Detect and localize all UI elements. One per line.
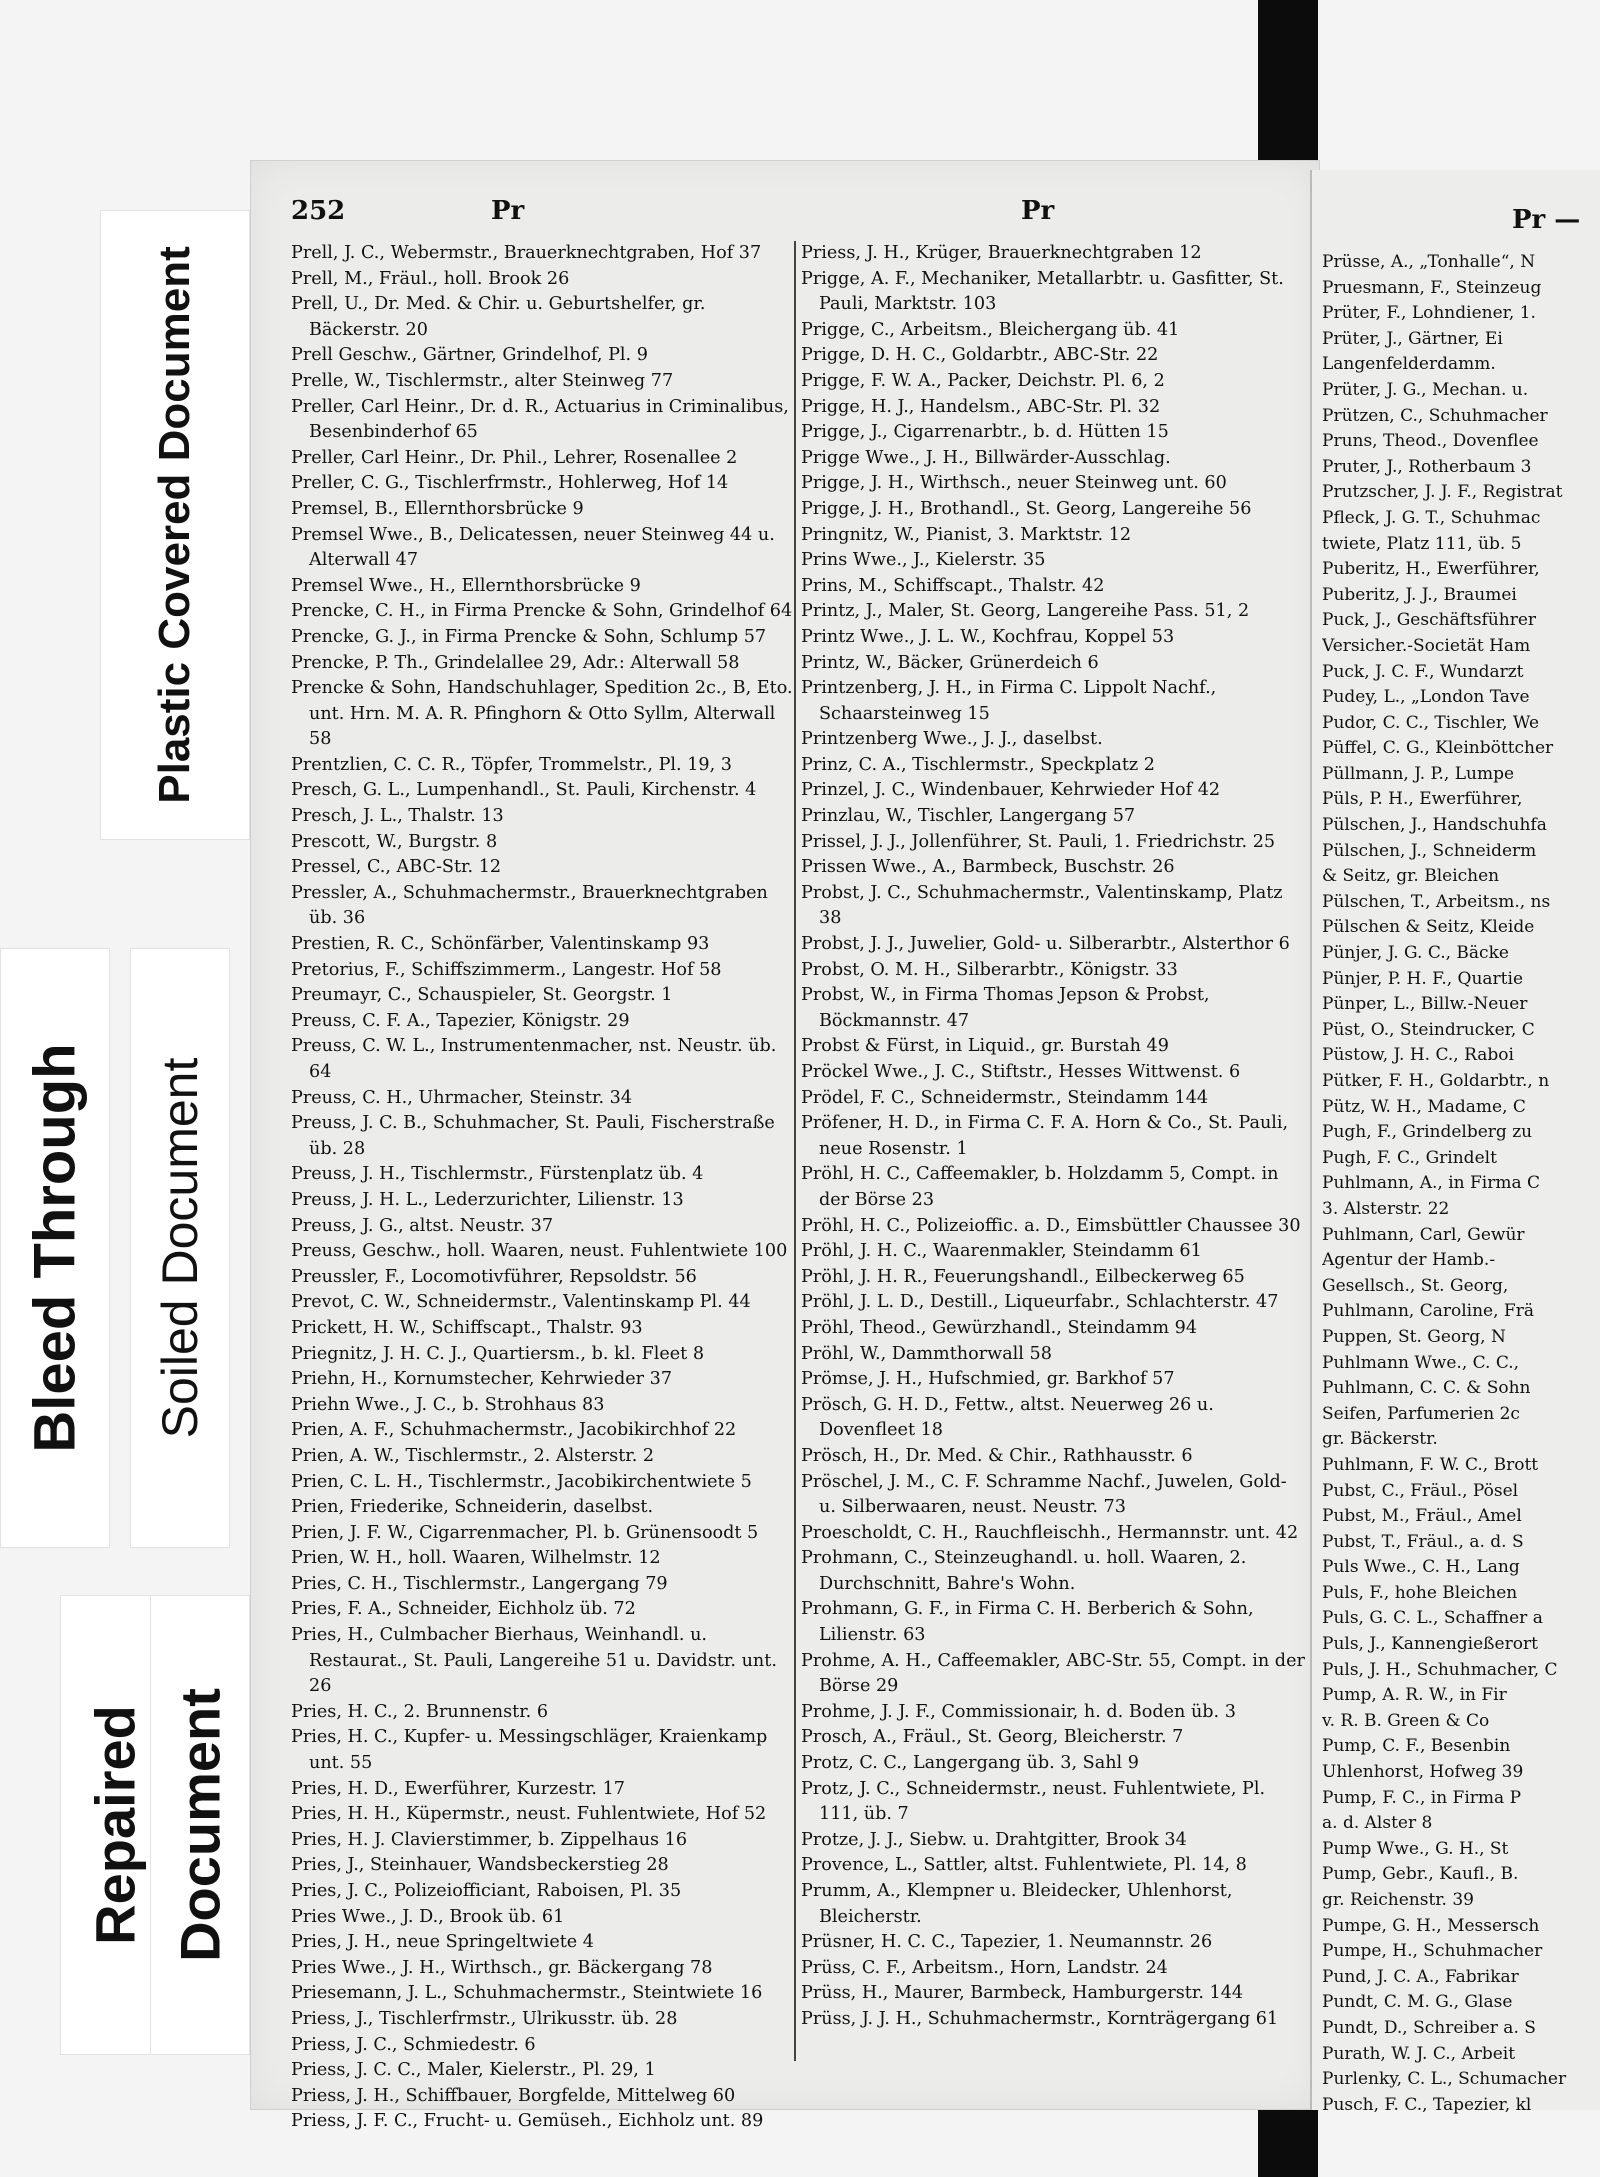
directory-entry: Pries, J. C., Polizeiofficiant, Raboisen, Pl. 35 — [291, 1881, 682, 1901]
directory-entry: Pusch, F. C., Tapezier, kl — [1322, 2094, 1532, 2115]
directory-entry: Presch, J. L., Thalstr. 13 — [291, 806, 504, 827]
directory-entry: Prestien, R. C., Schönfärber, Valentinskamp 93 — [291, 934, 710, 955]
directory-entry: Prohme, J. J. F., Commissionair, h. d. Boden üb. 3 — [801, 1701, 1236, 1722]
directory-entry: Preller, Carl Heinr., Dr. d. R., Actuarius in Criminalibus, Besenbinderhof 65 — [291, 396, 789, 443]
directory-entry: Pressler, A., Schuhmachermstr., Brauerknechtgraben üb. 36 — [291, 882, 768, 929]
directory-entry: Pumpe, H., Schuhmacher — [1322, 1941, 1543, 1962]
directory-entry: Prohmann, C., Steinzeughandl. u. holl. Waaren, 2. Durchschnitt, Bahre's Wohn. — [801, 1548, 1247, 1594]
directory-entry: Priess, J. H., Krüger, Brauerknechtgraben 12 — [801, 243, 1202, 263]
directory-entry: Prigge, C., Arbeitsm., Bleichergang üb. 41 — [801, 319, 1180, 340]
directory-entry: Puhlmann, C. C. & Sohn — [1322, 1378, 1531, 1399]
directory-entry: Preuss, Geschw., holl. Waaren, neust. Fuhlentwiete 100 — [291, 1241, 788, 1262]
label-card-bleed — [0, 948, 110, 1548]
directory-entry: Pump, A. R. W., in Fir — [1322, 1685, 1507, 1706]
directory-entry: Prins Wwe., J., Kielerstr. 35 — [801, 550, 1046, 571]
directory-entry: Prigge Wwe., J. H., Billwärder-Ausschlag. — [801, 447, 1171, 468]
directory-entry: Prell, J. C., Webermstr., Brauerknechtgraben, Hof 37 — [291, 243, 762, 263]
directory-entry: Prigge, H. J., Handelsm., ABC-Str. Pl. 32 — [801, 396, 1161, 417]
directory-entry: gr. Bäckerstr. — [1322, 1429, 1438, 1450]
directory-entry: Prüss, J. J. H., Schuhmachermstr., Kornträgergang 61 — [801, 2008, 1279, 2029]
directory-entry: Prien, Friederike, Schneiderin, daselbst. — [291, 1497, 654, 1518]
directory-entry: Printz, W., Bäcker, Grünerdeich 6 — [801, 652, 1099, 673]
directory-entry: gr. Reichenstr. 39 — [1322, 1890, 1474, 1910]
directory-entry: Puls, J., Kannengießerort — [1322, 1634, 1538, 1655]
directory-entry: Pries Wwe., J. H., Wirthsch., gr. Bäckergang 78 — [291, 1957, 713, 1978]
directory-entry: Pries Wwe., J. D., Brook üb. 61 — [291, 1906, 565, 1927]
directory-entry: Prutzscher, J. J. F., Registrat — [1322, 482, 1563, 503]
directory-entry: Prömse, J. H., Hufschmied, gr. Barkhof 57 — [801, 1369, 1175, 1390]
directory-entry: Printzenberg, J. H., in Firma C. Lippolt Nachf., Schaarsteinweg 15 — [801, 678, 1217, 724]
directory-entry: Pries, F. A., Schneider, Eichholz üb. 72 — [291, 1599, 636, 1620]
directory-entry: Prüter, J., Gärtner, Ei — [1322, 328, 1503, 349]
directory-entry: Pröckel Wwe., J. C., Stiftstr., Hesses Wittwenst. 6 — [801, 1062, 1241, 1082]
directory-entry: Preuss, J. C. B., Schuhmacher, St. Pauli, Fischerstraße üb. 28 — [291, 1113, 775, 1159]
directory-entry: Prohmann, G. F., in Firma C. H. Berberich & Sohn, Lilienstr. 63 — [801, 1599, 1254, 1646]
directory-entry: Premsel Wwe., B., Delicatessen, neuer Steinweg 44 u. Alterwall 47 — [291, 524, 775, 571]
column-divider — [794, 241, 796, 2061]
directory-entry: Langenfelderdamm. — [1322, 354, 1496, 375]
directory-entry: Prüsse, A., „Tonhalle“, N — [1322, 252, 1536, 272]
directory-entry: Pump Wwe., G. H., St — [1322, 1838, 1509, 1859]
directory-entry: Pülschen, T., Arbeitsm., ns — [1322, 891, 1551, 912]
directory-entry: Pries, H. C., 2. Brunnenstr. 6 — [291, 1701, 549, 1722]
directory-entry: Puck, J., Geschäftsführer — [1322, 610, 1537, 631]
directory-column-partial — [1322, 250, 1600, 2118]
label-soiled-document: Soiled Document — [152, 1057, 208, 1439]
directory-entry: Prien, A. W., Tischlermstr., 2. Alsterstr. 2 — [291, 1445, 655, 1466]
directory-entry: Pünjer, J. G. C., Bäcke — [1322, 943, 1509, 964]
directory-entry: Presch, G. L., Lumpenhandl., St. Pauli, Kirchenstr. 4 — [291, 780, 757, 801]
directory-entry: Priehn Wwe., J. C., b. Strohhaus 83 — [291, 1394, 605, 1415]
directory-entry: Priegnitz, J. H. C. J., Quartiersm., b. kl. Fleet 8 — [291, 1343, 705, 1364]
directory-entry: Puls, F., hohe Bleichen — [1322, 1582, 1518, 1603]
directory-entry: Prinzel, J. C., Windenbauer, Kehrwieder Hof 42 — [801, 780, 1221, 801]
directory-page — [250, 160, 1320, 2132]
directory-entry: Pröhl, J. L. D., Destill., Liqueurfabr., Schlachterstr. 47 — [801, 1292, 1279, 1313]
directory-entry: Prumm, A., Klempner u. Bleidecker, Uhlenhorst, Bleicherstr. — [801, 1881, 1233, 1927]
directory-entry: Pugh, F., Grindelberg zu — [1322, 1122, 1533, 1143]
directory-entry: & Seitz, gr. Bleichen — [1322, 866, 1500, 887]
directory-entry: Pröhl, Theod., Gewürzhandl., Steindamm 94 — [801, 1317, 1198, 1338]
directory-entry: Prüss, C. F., Arbeitsm., Horn, Landstr. 24 — [801, 1957, 1168, 1978]
directory-entry: Pries, H. H., Küpermstr., neust. Fuhlentwiete, Hof 52 — [291, 1804, 767, 1825]
directory-entry: Puppen, St. Georg, N — [1322, 1326, 1506, 1347]
directory-entry: Pruesmann, F., Steinzeug — [1322, 277, 1542, 298]
directory-entry: Pundt, C. M. G., Glase — [1322, 1992, 1513, 2013]
label-card-plastic — [100, 210, 250, 840]
directory-entry: Prien, A. F., Schuhmachermstr., Jacobikirchhof 22 — [291, 1420, 737, 1441]
directory-entry: Pülschen, J., Handschuhfa — [1322, 815, 1547, 836]
label-card-soiled — [130, 948, 230, 1548]
directory-entry: Püllmann, J. P., Lumpe — [1322, 763, 1515, 784]
directory-entry: Pütz, W. H., Madame, C — [1322, 1096, 1526, 1117]
directory-entry: a. d. Alster 8 — [1322, 1813, 1433, 1834]
directory-entry: Pubst, M., Fräul., Amel — [1322, 1506, 1522, 1527]
facing-page-header: Pr — — [1512, 205, 1581, 235]
directory-entry: Pütker, F. H., Goldarbtr., n — [1322, 1071, 1550, 1091]
directory-entry: Prigge, J. H., Brothandl., St. Georg, Langereihe 56 — [801, 498, 1252, 519]
label-card-repaired-document — [150, 1595, 250, 2055]
directory-entry: Prelle, W., Tischlermstr., alter Steinweg 77 — [291, 370, 674, 391]
directory-entry: Prösch, H., Dr. Med. & Chir., Rathhausstr. 6 — [801, 1445, 1193, 1466]
directory-entry: Puck, J. C. F., Wundarzt — [1322, 661, 1524, 682]
directory-entry: Preller, Carl Heinr., Dr. Phil., Lehrer, Rosenallee 2 — [291, 447, 738, 468]
directory-entry: Pudey, L., „London Tave — [1322, 687, 1530, 708]
directory-entry: Premsel, B., Ellernthorsbrücke 9 — [291, 498, 584, 519]
directory-entry: Prüter, F., Lohndiener, 1. — [1322, 303, 1536, 324]
directory-entry: Prüss, H., Maurer, Barmbeck, Hamburgerstr. 144 — [801, 1983, 1244, 2004]
directory-entry: Prigge, F. W. A., Packer, Deichstr. Pl. 6, 2 — [801, 370, 1165, 391]
directory-entry: Pröfener, H. D., in Firma C. F. A. Horn & Co., St. Pauli, neue Rosenstr. 1 — [801, 1113, 1289, 1159]
label-repaired: Repaired — [83, 1705, 147, 1945]
directory-entry: Pressel, C., ABC-Str. 12 — [291, 857, 502, 878]
directory-entry: Preuss, C. W. L., Instrumentenmacher, nst. Neustr. üb. 64 — [291, 1036, 777, 1082]
directory-entry: Püffel, C. G., Kleinböttcher — [1322, 738, 1554, 759]
directory-entry: Prien, W. H., holl. Waaren, Wilhelmstr. 12 — [291, 1548, 661, 1569]
directory-entry: Priess, J. C., Schmiedestr. 6 — [291, 2034, 536, 2055]
directory-entry: Probst, W., in Firma Thomas Jepson & Probst, Böckmannstr. 47 — [801, 985, 1210, 1031]
directory-entry: Prencke, C. H., in Firma Prencke & Sohn, Grindelhof 64 — [291, 601, 793, 622]
directory-entry: Prützen, C., Schuhmacher — [1322, 405, 1548, 426]
directory-entry: Priehn, H., Kornumstecher, Kehrwieder 37 — [291, 1369, 673, 1390]
directory-entry: Puberitz, H., Ewerführer, — [1322, 559, 1540, 580]
directory-entry: Püst, O., Steindrucker, C — [1322, 1019, 1535, 1040]
directory-entry: Probst, J. J., Juwelier, Gold- u. Silberarbtr., Alsterthor 6 — [801, 934, 1290, 955]
directory-entry: Püls, P. H., Ewerführer, — [1322, 789, 1523, 810]
directory-entry: Pries, H., Culmbacher Bierhaus, Weinhandl. u. Restaurat., St. Pauli, Langereihe 51 u. Davidstr. unt. 26 — [291, 1625, 777, 1697]
directory-entry: Priesemann, J. L., Schuhmachermstr., Steintwiete 16 — [291, 1983, 763, 2004]
directory-entry: Probst & Fürst, in Liquid., gr. Burstah 49 — [801, 1036, 1169, 1057]
directory-entry: Priess, J. F. C., Frucht- u. Gemüseh., Eichholz unt. 89 — [291, 2111, 764, 2132]
directory-entry: Gesellsch., St. Georg, — [1322, 1275, 1509, 1296]
directory-entry: Prüter, J. G., Mechan. u. — [1322, 379, 1529, 400]
directory-entry: Probst, J. C., Schuhmachermstr., Valentinskamp, Platz 38 — [801, 882, 1283, 929]
directory-entry: Seifen, Parfumerien 2c — [1322, 1403, 1520, 1424]
directory-entry: Purlenky, C. L., Schumacher — [1322, 2069, 1567, 2090]
directory-entry: Prigge, J. H., Wirthsch., neuer Steinweg unt. 60 — [801, 473, 1227, 494]
directory-entry: Prinzlau, W., Tischler, Langergang 57 — [801, 806, 1136, 827]
directory-entry: Purath, W. J. C., Arbeit — [1322, 2043, 1516, 2064]
directory-entry: Pugh, F. C., Grindelt — [1322, 1147, 1497, 1168]
directory-entry: Pries, J. H., neue Springeltwiete 4 — [291, 1932, 594, 1953]
directory-entry: Protz, C. C., Langergang üb. 3, Sahl 9 — [801, 1753, 1139, 1774]
directory-entry: Prencke, G. J., in Firma Prencke & Sohn, Schlump 57 — [291, 626, 767, 647]
directory-entry: Pump, C. F., Besenbin — [1322, 1736, 1511, 1757]
label-bleed-through: Bleed Through — [22, 1043, 88, 1453]
directory-entry: Prüsner, H. C. C., Tapezier, 1. Neumannstr. 26 — [801, 1932, 1213, 1953]
directory-entry: Pudor, C. C., Tischler, We — [1322, 712, 1540, 733]
directory-entry: Preller, C. G., Tischlerfrmstr., Hohlerweg, Hof 14 — [291, 473, 729, 494]
directory-entry: Preuss, J. G., altst. Neustr. 37 — [291, 1215, 554, 1236]
directory-entry: Pubst, T., Fräul., a. d. S — [1322, 1531, 1524, 1552]
directory-entry: Premsel Wwe., H., Ellernthorsbrücke 9 — [291, 575, 641, 596]
directory-entry: Prell, U., Dr. Med. & Chir. u. Geburtshelfer, gr. Bäckerstr. 20 — [291, 294, 706, 340]
directory-entry: Pump, Gebr., Kaufl., B. — [1322, 1864, 1519, 1885]
directory-entry: Priess, J. C. C., Maler, Kielerstr., Pl. 29, 1 — [291, 2060, 656, 2081]
page-header-center: Pr — [1021, 196, 1055, 226]
directory-entry: Priess, J. H., Schiffbauer, Borgfelde, Mittelweg 60 — [291, 2085, 736, 2106]
directory-entry: Prigge, A. F., Mechaniker, Metallarbtr. u. Gasfitter, St. Pauli, Marktstr. 103 — [801, 268, 1284, 315]
directory-entry: Prösch, G. H. D., Fettw., altst. Neuerweg 26 u. Dovenfleet 18 — [801, 1394, 1214, 1441]
directory-entry: Probst, O. M. H., Silberarbtr., Königstr. 33 — [801, 959, 1178, 980]
directory-entry: Prins, M., Schiffscapt., Thalstr. 42 — [801, 575, 1105, 596]
directory-entry: Prevot, C. W., Schneidermstr., Valentinskamp Pl. 44 — [291, 1292, 751, 1313]
directory-entry: Pülschen & Seitz, Kleide — [1322, 917, 1535, 938]
directory-entry: Pröschel, J. M., C. F. Schramme Nachf., Juwelen, Gold- u. Silberwaaren, neust. Neustr. 73 — [801, 1471, 1287, 1518]
directory-entry: Pringnitz, W., Pianist, 3. Marktstr. 12 — [801, 524, 1132, 545]
directory-entry: Protze, J. J., Siebw. u. Drahtgitter, Brook 34 — [801, 1829, 1187, 1850]
directory-entry: Protz, J. C., Schneidermstr., neust. Fuhlentwiete, Pl. 111, üb. 7 — [801, 1778, 1266, 1825]
page-number: 252 — [291, 196, 346, 226]
directory-entry: 3. Alsterstr. 22 — [1322, 1198, 1450, 1219]
directory-entry: Pumpe, G. H., Messersch — [1322, 1915, 1540, 1936]
directory-entry: Puhlmann, A., in Firma C — [1322, 1173, 1541, 1194]
page-header-left: Pr — [491, 196, 525, 226]
directory-entry: Prissen Wwe., A., Barmbeck, Buschstr. 26 — [801, 857, 1175, 878]
directory-entry: Pülschen, J., Schneiderm — [1322, 840, 1537, 861]
directory-entry: Pries, H. D., Ewerführer, Kurzestr. 17 — [291, 1778, 625, 1799]
directory-entry: Pröhl, J. H. C., Waarenmakler, Steindamm 61 — [801, 1241, 1202, 1262]
directory-entry: Printzenberg Wwe., J. J., daselbst. — [801, 729, 1103, 750]
directory-entry: Prescott, W., Burgstr. 8 — [291, 831, 498, 852]
directory-entry: Prosch, A., Fräul., St. Georg, Bleicherstr. 7 — [801, 1727, 1184, 1748]
directory-entry: Puberitz, J. J., Braumei — [1322, 584, 1517, 605]
directory-column-right — [801, 241, 1306, 2033]
directory-entry: Pump, F. C., in Firma P — [1322, 1787, 1522, 1808]
directory-entry: Preuss, C. F. A., Tapezier, Königstr. 29 — [291, 1010, 630, 1031]
directory-entry: Prinz, C. A., Tischlermstr., Speckplatz 2 — [801, 754, 1155, 775]
directory-entry: Preuss, J. H. L., Lederzurichter, Lilienstr. 13 — [291, 1189, 684, 1210]
directory-entry: Versicher.-Societät Ham — [1322, 635, 1531, 656]
directory-entry: Prencke & Sohn, Handschuhlager, Spedition 2c., B, Eto. unt. Hrn. M. A. R. Pfinghorn & Otto Syllm, Alterwall 58 — [291, 678, 793, 750]
directory-entry: Puls, G. C. L., Schaffner a — [1322, 1608, 1543, 1629]
directory-column-left — [291, 241, 796, 2135]
directory-entry: Puls Wwe., C. H., Lang — [1322, 1557, 1520, 1578]
directory-entry: Printz, J., Maler, St. Georg, Langereihe Pass. 51, 2 — [801, 601, 1250, 622]
directory-entry: Prohme, A. H., Caffeemakler, ABC-Str. 55, Compt. in der Börse 29 — [801, 1650, 1305, 1697]
directory-entry: Pröhl, W., Dammthorwall 58 — [801, 1343, 1052, 1364]
directory-entry: Prigge, D. H. C., Goldarbtr., ABC-Str. 22 — [801, 345, 1159, 366]
directory-entry: Pund, J. C. A., Fabrikar — [1322, 1966, 1519, 1987]
label-plastic-covered: Plastic Covered Document — [150, 246, 199, 804]
directory-entry: Püstow, J. H. C., Raboi — [1322, 1045, 1514, 1066]
directory-entry: Pretorius, F., Schiffszimmerm., Langestr. Hof 58 — [291, 959, 722, 980]
directory-entry: Provence, L., Sattler, altst. Fuhlentwiete, Pl. 14, 8 — [801, 1855, 1247, 1876]
directory-entry: Prien, J. F. W., Cigarrenmacher, Pl. b. Grünensoodt 5 — [291, 1522, 759, 1543]
directory-entry: Priess, J., Tischlerfrmstr., Ulrikusstr. üb. 28 — [291, 2008, 678, 2029]
directory-entry: Pubst, C., Fräul., Pösel — [1322, 1480, 1519, 1501]
directory-entry: Pries, H. C., Kupfer- u. Messingschläger, Kraienkamp unt. 55 — [291, 1727, 768, 1774]
directory-entry: Agentur der Hamb.- — [1322, 1250, 1496, 1271]
directory-entry: Puls, J. H., Schuhmacher, C — [1322, 1659, 1558, 1680]
directory-entry: Pruns, Theod., Dovenflee — [1322, 431, 1539, 452]
directory-entry: Pünper, L., Billw.-Neuer — [1322, 994, 1528, 1015]
directory-entry: Pröhl, J. H. R., Feuerungshandl., Eilbeckerweg 65 — [801, 1266, 1245, 1287]
directory-entry: Pries, H. J. Clavierstimmer, b. Zippelhaus 16 — [291, 1829, 688, 1850]
label-repaired-document: Document — [168, 1688, 232, 1962]
directory-entry: Preuss, J. H., Tischlermstr., Fürstenplatz üb. 4 — [291, 1164, 704, 1185]
directory-entry: Prentzlien, C. C. R., Töpfer, Trommelstr., Pl. 19, 3 — [291, 754, 732, 775]
directory-entry: Prien, C. L. H., Tischlermstr., Jacobikirchentwiete 5 — [291, 1471, 752, 1492]
directory-entry: Prell Geschw., Gärtner, Grindelhof, Pl. 9 — [291, 345, 648, 366]
directory-entry: Uhlenhorst, Hofweg 39 — [1322, 1762, 1524, 1783]
directory-entry: twiete, Platz 111, üb. 5 — [1322, 533, 1522, 554]
directory-entry: Pröhl, H. C., Polizeioffic. a. D., Eimsbüttler Chaussee 30 — [801, 1215, 1301, 1236]
directory-entry: Prencke, P. Th., Grindelallee 29, Adr.: Alterwall 58 — [291, 652, 740, 673]
directory-entry: Pries, C. H., Tischlermstr., Langergang 79 — [291, 1573, 668, 1594]
directory-entry: Pries, J., Steinhauer, Wandsbeckerstieg 28 — [291, 1855, 669, 1876]
directory-entry: Preumayr, C., Schauspieler, St. Georgstr. 1 — [291, 985, 673, 1006]
directory-entry: v. R. B. Green & Co — [1322, 1710, 1490, 1731]
directory-entry: Pruter, J., Rotherbaum 3 — [1322, 456, 1532, 477]
directory-entry: Printz Wwe., J. L. W., Kochfrau, Koppel 53 — [801, 626, 1175, 647]
directory-entry: Puhlmann Wwe., C. C., — [1322, 1352, 1520, 1373]
directory-entry: Pundt, D., Schreiber a. S — [1322, 2017, 1536, 2038]
directory-entry: Prigge, J., Cigarrenarbtr., b. d. Hütten 15 — [801, 422, 1169, 443]
directory-entry: Prissel, J. J., Jollenführer, St. Pauli, 1. Friedrichstr. 25 — [801, 831, 1276, 852]
directory-entry: Pünjer, P. H. F., Quartie — [1322, 968, 1524, 989]
facing-page — [1310, 170, 1600, 2115]
directory-entry: Preuss, C. H., Uhrmacher, Steinstr. 34 — [291, 1087, 633, 1108]
directory-entry: Proescholdt, C. H., Rauchfleischh., Hermannstr. unt. 42 — [801, 1522, 1299, 1543]
directory-entry: Puhlmann, Carl, Gewür — [1322, 1224, 1525, 1245]
directory-entry: Puhlmann, F. W. C., Brott — [1322, 1454, 1539, 1475]
directory-entry: Puhlmann, Caroline, Frä — [1322, 1301, 1534, 1322]
directory-entry: Pfleck, J. G. T., Schuhmac — [1322, 507, 1541, 528]
directory-entry: Pröhl, H. C., Caffeemakler, b. Holzdamm 5, Compt. in der Börse 23 — [801, 1164, 1279, 1210]
directory-entry: Prickett, H. W., Schiffscapt., Thalstr. 93 — [291, 1317, 643, 1338]
directory-entry: Prell, M., Fräul., holl. Brook 26 — [291, 268, 570, 289]
directory-entry: Preussler, F., Locomotivführer, Repsoldstr. 56 — [291, 1266, 697, 1287]
directory-entry: Prödel, F. C., Schneidermstr., Steindamm 144 — [801, 1087, 1209, 1108]
